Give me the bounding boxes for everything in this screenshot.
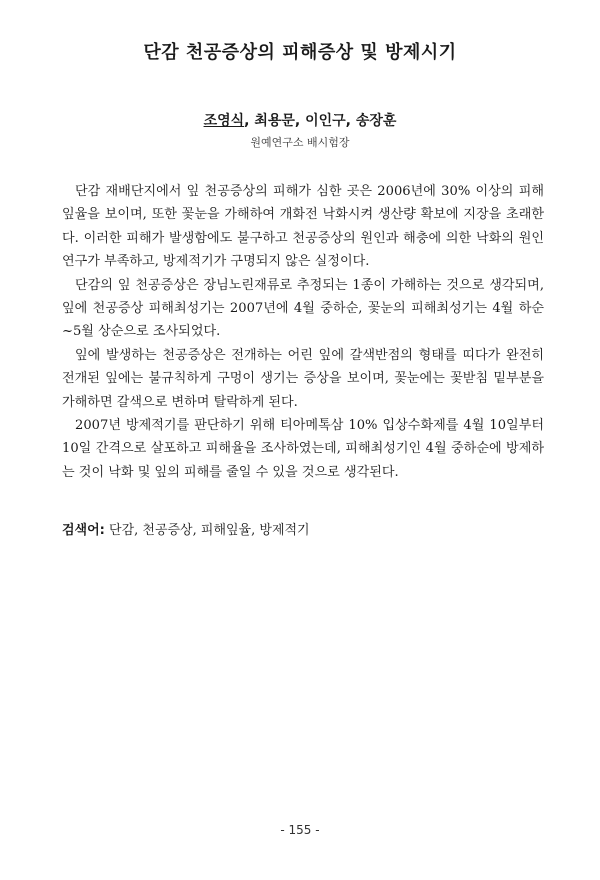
abstract-paragraph-3: 잎에 발생하는 천공증상은 전개하는 어린 잎에 갈색반점의 형태를 띠다가 완전히 전개된 잎에는 불규칙하게 구멍이 생기는 증상을 보이며, 꽃눈에는 꽃받침 밑부분을 가해하면 갈색으로 변하며 탈락하게 된다. <box>62 347 544 410</box>
abstract-paragraph-2: 단감의 잎 천공증상은 장님노린재류로 추정되는 1종이 가해하는 것으로 생각되며, 잎에 천공증상 피해최성기는 2007년에 4월 중하순, 꽃눈의 피해최성기는 4월 하순~5월 상순으로 조사되었다. <box>62 277 544 340</box>
page-number: - 155 - <box>280 823 320 837</box>
first-author: 조영식 <box>203 113 245 129</box>
paper-title: 단감 천공증상의 피해증상 및 방제시기 <box>143 42 457 63</box>
affiliation: 원예연구소 배시험장 <box>250 136 350 149</box>
abstract-body <box>62 180 544 484</box>
keywords-label: 검색어: <box>62 523 105 538</box>
co-authors: , 최용문, 이인구, 송장훈 <box>244 113 397 129</box>
keywords <box>62 519 544 538</box>
keywords-value: 단감, 천공증상, 피해잎율, 방제적기 <box>104 523 310 538</box>
author-list <box>0 110 600 130</box>
abstract-paragraph-4: 2007년 방제적기를 판단하기 위해 티아메톡삼 10% 입상수화제를 4월 10일부터 10일 간격으로 살포하고 피해율을 조사하였는데, 피해최성기인 4월 중하순에 방제하는 것이 낙화 및 잎의 피해를 줄일 수 있을 것으로 생각된다. <box>62 418 544 480</box>
abstract-paragraph-1: 단감 재배단지에서 잎 천공증상의 피해가 심한 곳은 2006년에 30% 이상의 피해잎율을 보이며, 또한 꽃눈을 가해하여 개화전 낙화시켜 생산량 확보에 지장을 초래한다. 이러한 피해가 발생함에도 불구하고 천공증상의 원인과 해충에 의한 낙화의 원인 연구가 부족하고, 방제적기가 구명되지 않은 실정이다. <box>62 184 544 270</box>
